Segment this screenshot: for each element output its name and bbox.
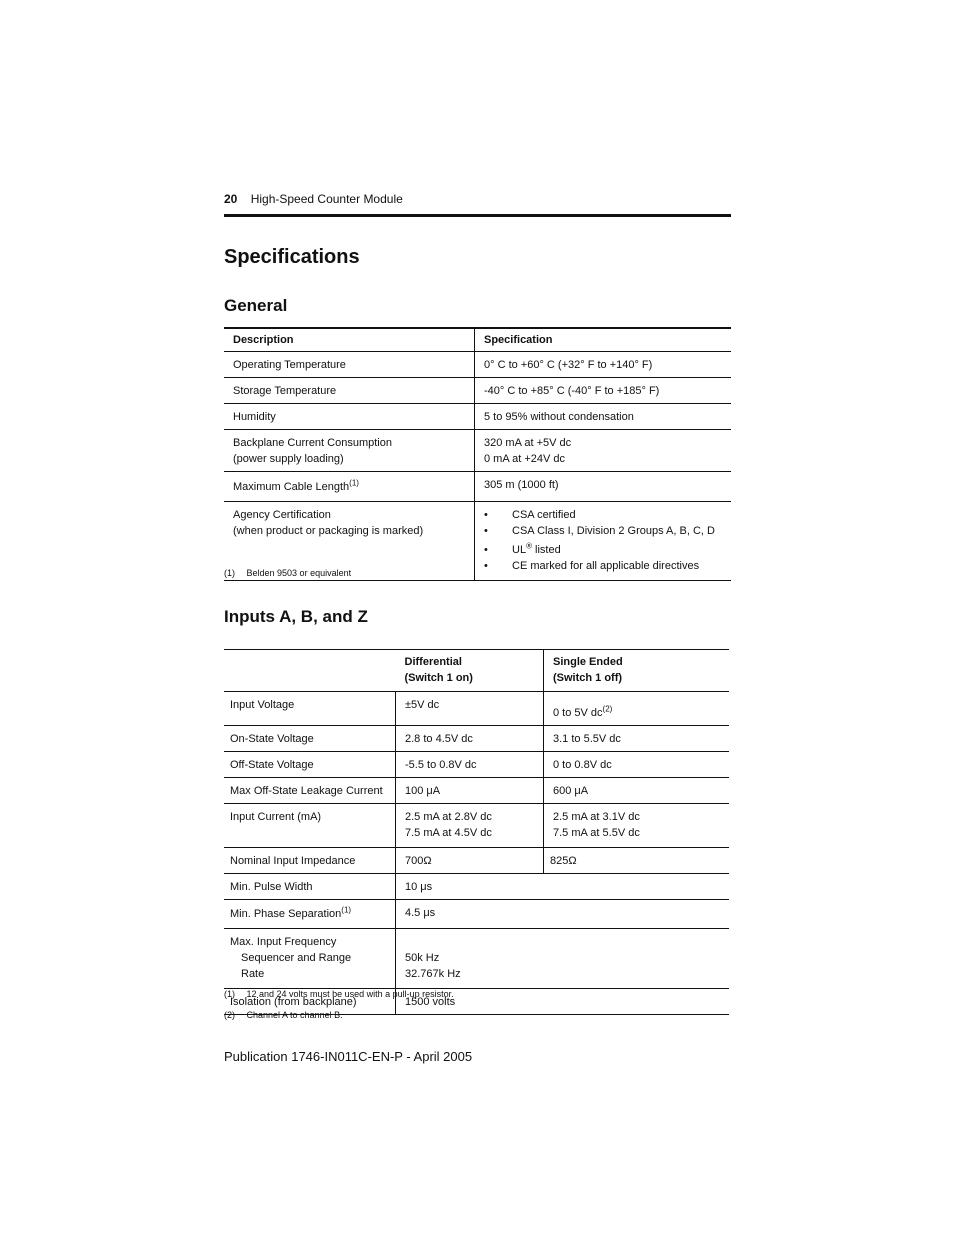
row-value-line: 7.5 mA at 5.5V dc bbox=[553, 827, 640, 839]
row-value bbox=[396, 929, 730, 989]
running-title: High-Speed Counter Module bbox=[250, 192, 403, 206]
row-label: Input Voltage bbox=[224, 692, 396, 726]
footnote bbox=[224, 989, 454, 999]
row-value-line: 2.5 mA at 3.1V dc bbox=[553, 811, 640, 823]
col-single-ended bbox=[544, 650, 730, 692]
row-label-line: Agency Certification bbox=[233, 509, 331, 521]
footnote-key: (1) bbox=[224, 989, 235, 999]
row-value: -5.5 to 0.8V dc bbox=[396, 752, 544, 778]
row-value: 600 μA bbox=[544, 778, 730, 804]
row-label: On-State Voltage bbox=[224, 726, 396, 752]
row-value: 305 m (1000 ft) bbox=[475, 472, 732, 502]
table-row bbox=[224, 352, 731, 378]
row-value bbox=[396, 804, 544, 848]
row-label: Storage Temperature bbox=[224, 378, 475, 404]
footnote-text: 12 and 24 volts must be used with a pull-up resistor. bbox=[246, 989, 454, 999]
footnote-ref: (1) bbox=[349, 478, 359, 488]
registered-mark: ® bbox=[526, 541, 532, 551]
row-label-text: Min. Phase Separation bbox=[230, 908, 342, 920]
footnote-key: (2) bbox=[224, 1010, 235, 1020]
row-label-line: Max. Input Frequency bbox=[230, 936, 337, 948]
row-value bbox=[544, 804, 730, 848]
row-label: Off-State Voltage bbox=[224, 752, 396, 778]
row-label-line: (when product or packaging is marked) bbox=[233, 525, 424, 537]
row-label bbox=[224, 472, 475, 502]
table-row bbox=[224, 378, 731, 404]
row-value: 3.1 to 5.5V dc bbox=[544, 726, 730, 752]
row-label bbox=[224, 929, 396, 989]
row-value: 1500 volts bbox=[396, 989, 730, 1015]
row-label-line: Sequencer and Range bbox=[241, 952, 352, 964]
table-row bbox=[224, 929, 729, 989]
col-title: Single Ended bbox=[553, 656, 623, 668]
footnote-text: Belden 9503 or equivalent bbox=[246, 568, 352, 578]
table-row bbox=[224, 874, 729, 900]
running-header bbox=[224, 192, 731, 217]
row-value: -40° C to +85° C (-40° F to +185° F) bbox=[475, 378, 732, 404]
row-value: 100 μA bbox=[396, 778, 544, 804]
row-label: Input Current (mA) bbox=[224, 804, 396, 848]
list-item: • CSA Class I, Division 2 Groups A, B, C, D bbox=[484, 523, 722, 539]
col-subtitle: (Switch 1 on) bbox=[404, 672, 473, 684]
row-value-text: 0 to 5V dc bbox=[553, 707, 603, 719]
row-value: 0 to 0.8V dc bbox=[544, 752, 730, 778]
row-value: 4.5 μs bbox=[396, 900, 730, 929]
certification-list bbox=[484, 507, 722, 574]
table-row bbox=[224, 848, 729, 874]
table-row bbox=[224, 900, 729, 929]
row-value: ±5V dc bbox=[396, 692, 544, 726]
list-item: • CSA certified bbox=[484, 507, 722, 523]
table-row bbox=[224, 692, 729, 726]
row-value-line: 0 mA at +24V dc bbox=[484, 453, 566, 465]
inputs-heading: Inputs A, B, and Z bbox=[224, 607, 368, 626]
list-item: • CE marked for all applicable directives bbox=[484, 558, 722, 574]
row-label-line: (power supply loading) bbox=[233, 453, 344, 465]
footnote-ref: (1) bbox=[341, 905, 352, 915]
row-value-line: 32.767k Hz bbox=[405, 968, 461, 980]
list-item-text: UL bbox=[512, 544, 527, 556]
table-row bbox=[224, 404, 731, 430]
row-label: Humidity bbox=[224, 404, 475, 430]
publication-footer: Publication 1746-IN011C-EN-P - April 2005 bbox=[224, 1049, 473, 1064]
table-row bbox=[224, 804, 729, 848]
row-value bbox=[475, 430, 732, 472]
row-value: 5 to 95% without condensation bbox=[475, 404, 732, 430]
col-blank bbox=[224, 650, 396, 692]
general-spec-table bbox=[224, 327, 731, 581]
row-label-text: Maximum Cable Length bbox=[233, 481, 350, 493]
row-value: 10 μs bbox=[396, 874, 730, 900]
col-differential bbox=[396, 650, 544, 692]
page-number: 20 bbox=[224, 192, 238, 206]
row-value: 2.8 to 4.5V dc bbox=[396, 726, 544, 752]
row-label: Isolation (from backplane) bbox=[224, 989, 396, 1015]
row-value-line: 2.5 mA at 2.8V dc bbox=[405, 811, 492, 823]
row-label: Nominal Input Impedance bbox=[224, 848, 396, 874]
row-value-line: 7.5 mA at 4.5V dc bbox=[405, 827, 492, 839]
footnote-key: (1) bbox=[224, 568, 235, 578]
page-title: Specifications bbox=[224, 246, 360, 268]
col-title: Differential bbox=[404, 656, 462, 668]
footnote-text: Channel A to channel B. bbox=[246, 1010, 343, 1020]
row-value bbox=[544, 692, 730, 726]
row-value-line: 320 mA at +5V dc bbox=[484, 437, 572, 449]
row-label bbox=[224, 900, 396, 929]
table-header-row bbox=[224, 650, 729, 692]
table-row bbox=[224, 726, 729, 752]
row-value: 0° C to +60° C (+32° F to +140° F) bbox=[475, 352, 732, 378]
footnote bbox=[224, 1010, 343, 1020]
table-header-row bbox=[224, 328, 731, 352]
table-row bbox=[224, 430, 731, 472]
row-label: Min. Pulse Width bbox=[224, 874, 396, 900]
row-label: Operating Temperature bbox=[224, 352, 475, 378]
footnote-ref: (2) bbox=[602, 704, 613, 714]
row-label: Max Off-State Leakage Current bbox=[224, 778, 396, 804]
table-row bbox=[224, 752, 729, 778]
col-subtitle: (Switch 1 off) bbox=[553, 672, 623, 684]
inputs-table bbox=[224, 649, 729, 1015]
row-value-line: 50k Hz bbox=[405, 952, 440, 964]
footnote bbox=[224, 568, 351, 578]
list-item-suffix: listed bbox=[531, 544, 561, 556]
row-value: 700Ω bbox=[396, 848, 544, 874]
table-row bbox=[224, 472, 731, 502]
col-description: Description bbox=[224, 328, 475, 352]
general-heading: General bbox=[224, 296, 288, 315]
row-value: 825Ω bbox=[544, 848, 730, 874]
table-row bbox=[224, 778, 729, 804]
row-label-line: Rate bbox=[241, 968, 265, 980]
row-label-line: Backplane Current Consumption bbox=[233, 437, 392, 449]
row-value bbox=[475, 502, 732, 581]
row-label bbox=[224, 430, 475, 472]
col-specification: Specification bbox=[475, 328, 732, 352]
list-item bbox=[484, 539, 722, 558]
